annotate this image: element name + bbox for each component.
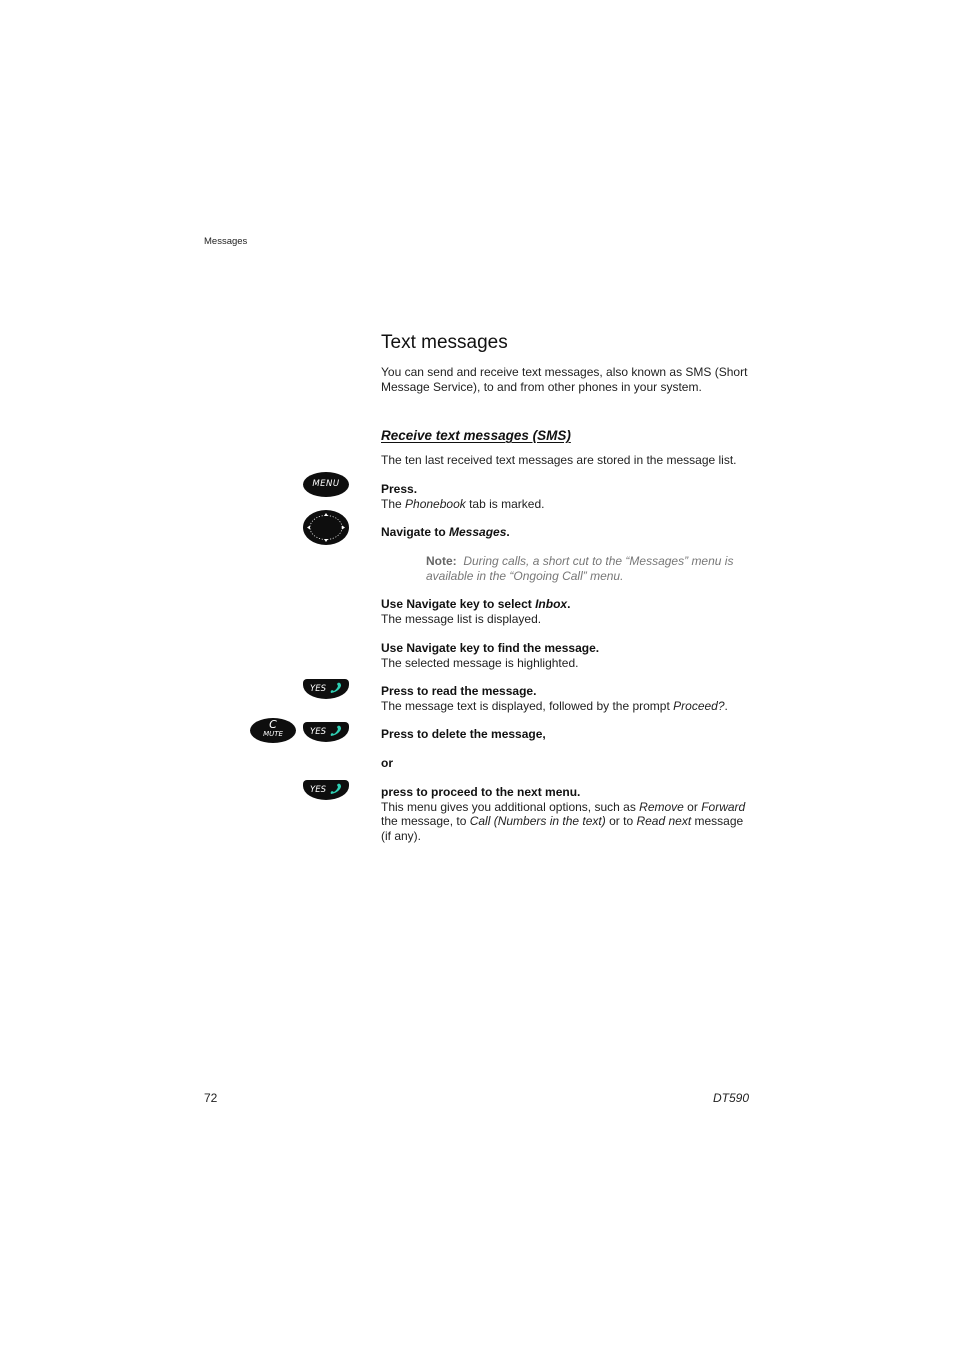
step-delete-message [381, 727, 756, 742]
mute-key-label: MUTE [263, 730, 283, 738]
step-detail: The message list is displayed. [381, 611, 542, 626]
note-text: During calls, a short cut to the “Messages” menu is available in the “Ongoing Call” menu. [426, 554, 734, 583]
step-detail: The Phonebook tab is marked. [381, 496, 545, 511]
step-detail: This menu gives you additional options, such as Remove or Forward the message, to Call (Numbers in the text) or to Read next message (if any). [381, 799, 746, 843]
page-title: Text messages [381, 332, 508, 353]
step-press-menu [381, 482, 756, 511]
yes-key-icon [303, 780, 349, 800]
step-navigate [381, 525, 756, 540]
navigation-key-icon [303, 510, 349, 545]
step-select-inbox [381, 597, 756, 626]
menu-key-label: MENU [312, 479, 340, 489]
step-action: Use Navigate key to select Inbox. [381, 597, 571, 611]
yes-key-label: YES [310, 727, 326, 737]
step-action: Press. [381, 482, 418, 496]
yes-key-label: YES [310, 785, 326, 795]
step-detail: The message text is displayed, followed by the prompt Proceed?. [381, 698, 728, 713]
navigation-ring-icon [303, 510, 349, 545]
section-heading: Receive text messages (SMS) [381, 428, 571, 443]
step-or [381, 756, 756, 771]
c-mute-key-icon [250, 718, 296, 743]
step-find-message [381, 641, 756, 670]
yes-key-icon [303, 722, 349, 742]
or-text: or [381, 756, 393, 770]
step-action: Navigate to Messages. [381, 525, 510, 539]
step-action: press to proceed to the next menu. [381, 785, 581, 799]
section-description: The ten last received text messages are stored in the message list. [381, 453, 737, 467]
c-key-label: C [269, 718, 277, 731]
yes-key-label: YES [310, 684, 326, 694]
note-label: Note: [426, 554, 457, 568]
model-name: DT590 [712, 1091, 749, 1105]
step-action: Use Navigate key to find the message. [381, 641, 600, 655]
handset-icon [329, 725, 343, 737]
menu-key-icon [303, 472, 349, 497]
note [426, 554, 756, 583]
page-number: 72 [204, 1091, 218, 1105]
yes-key-icon [303, 679, 349, 699]
running-header: Messages [204, 236, 248, 247]
intro-paragraph: You can send and receive text messages, also known as SMS (Short Message Service), to and from other phones in your system. [381, 365, 748, 394]
step-action: Press to delete the message, [381, 727, 546, 741]
step-action: Press to read the message. [381, 684, 537, 698]
step-detail: The selected message is highlighted. [381, 655, 579, 670]
handset-icon [329, 783, 343, 795]
step-read-message [381, 684, 756, 713]
step-proceed [381, 785, 756, 843]
handset-icon [329, 682, 343, 694]
